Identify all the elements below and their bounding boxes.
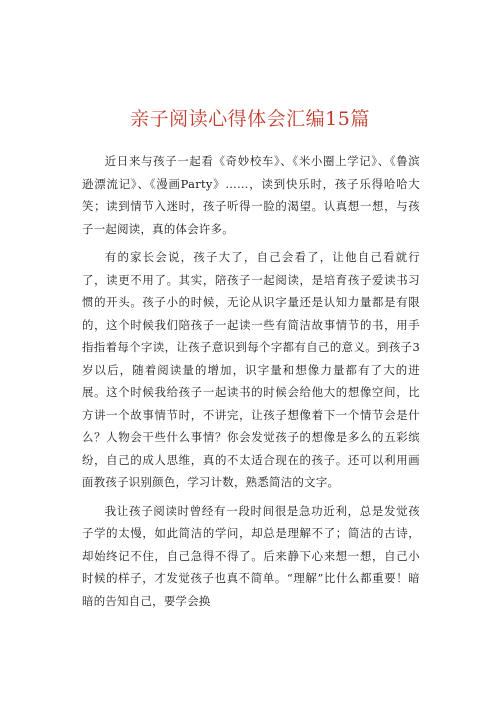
document-title: 亲子阅读心得体会汇编15篇 (130, 108, 370, 130)
paragraph: 有的家长会说，孩子大了，自己会看了，让他自己看就行了，读更不用了。其实，陪孩子一起阅读，是培育孩子爱读书习惯的开头。孩子小的时候，无论从识字量还是认知力量都是有限的，这个时候我们陪孩子一起读一些有简洁故事情节的书，用手指指着每个字读，让孩子意识到每个字都有自己的意义。到孩子3岁以后，随着阅读量的增加，识字量和想像力量都有了大的进展。这个时候我给孩子一起读书的时候会给他大的想像空间，比方讲一个故事情节时，不讲完，让孩子想像着下一个情节会是什么？人物会干些什么事情？你会发觉孩子的想像是多么的五彩缤纷，自己的成人思维，真的不太适合现在的孩子。还可以利用画面教孩子识别颜色，学习计数，熟悉简洁的文字。 (82, 250, 420, 489)
document-body (82, 150, 420, 618)
paragraph: 近日来与孩子一起看《奇妙校车》、《米小圈上学记》、《鲁滨逊漂流记》、《漫画Party》……，读到快乐时，孩子乐得哈哈大笑；读到情节入迷时，孩子听得一脸的渴望。认真想一想，与孩子一起阅读，真的体会许多。 (82, 154, 420, 236)
paragraph: 我让孩子阅读时曾经有一段时间很是急功近利，总是发觉孩子学的太慢，如此简洁的学问，却总是理解不了；简洁的古诗，却始终记不住，自己急得不得了。后来静下心来想一想，自己小时候的样子，才发觉孩子也真不简单。“理解”比什么都重要！暗暗的告知自己，要学会换 (82, 503, 420, 608)
